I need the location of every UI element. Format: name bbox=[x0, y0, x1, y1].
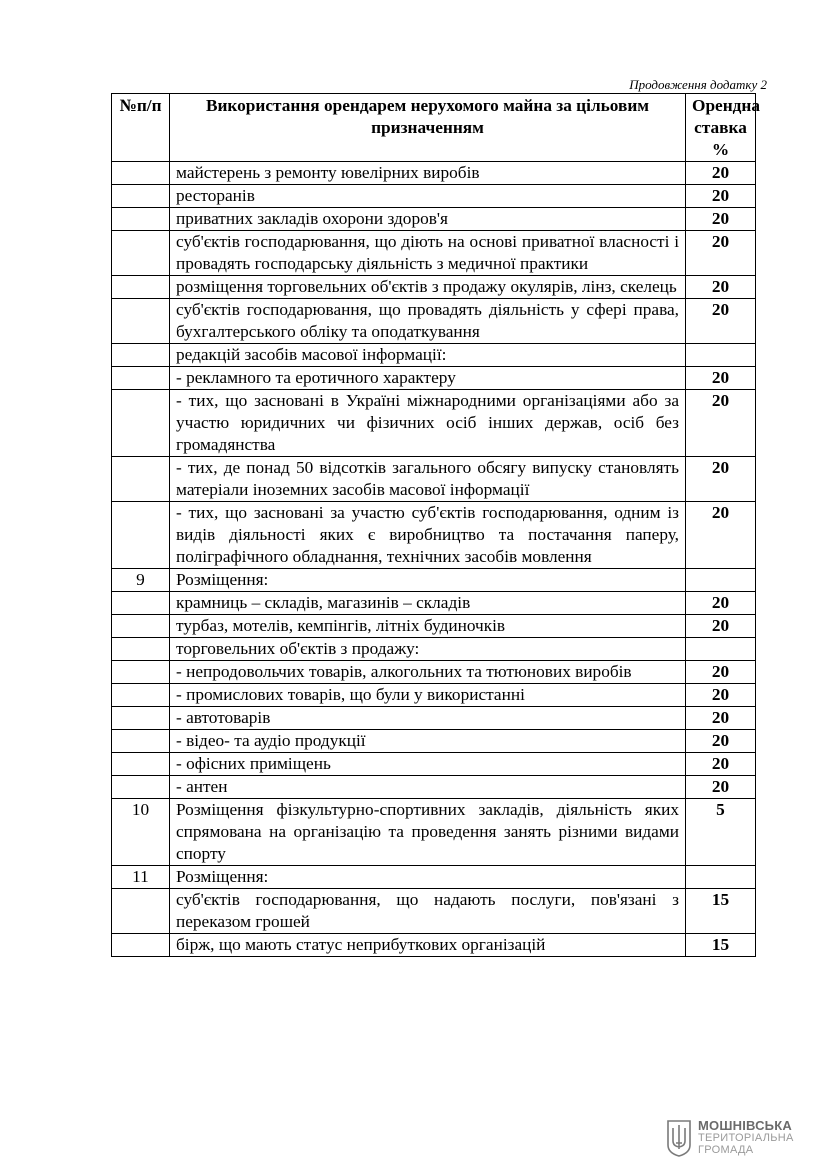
row-number-cell bbox=[112, 638, 170, 661]
logo-text-line2: ТЕРИТОРІАЛЬНА bbox=[698, 1132, 794, 1144]
row-number-cell bbox=[112, 684, 170, 707]
row-rate-cell: 20 bbox=[686, 367, 756, 390]
row-rate-cell: 20 bbox=[686, 707, 756, 730]
row-number-cell: 11 bbox=[112, 866, 170, 889]
row-number-cell bbox=[112, 208, 170, 231]
row-use-cell: суб'єктів господарювання, що провадять діяльність у сфері права, бухгалтерського обліку та оподаткування bbox=[170, 299, 686, 344]
row-rate-cell: 20 bbox=[686, 457, 756, 502]
row-number-cell bbox=[112, 707, 170, 730]
row-rate-cell: 20 bbox=[686, 502, 756, 569]
row-rate-cell: 15 bbox=[686, 934, 756, 957]
row-number-cell bbox=[112, 299, 170, 344]
row-use-cell: розміщення торговельних об'єктів з продажу окулярів, лінз, скелець bbox=[170, 276, 686, 299]
row-number-cell bbox=[112, 367, 170, 390]
table-row bbox=[112, 753, 756, 776]
row-number-cell bbox=[112, 162, 170, 185]
row-number-cell: 9 bbox=[112, 569, 170, 592]
table-row bbox=[112, 707, 756, 730]
logo-text-line3: ГРОМАДА bbox=[698, 1144, 754, 1156]
row-use-cell: торговельних об'єктів з продажу: bbox=[170, 638, 686, 661]
table-header-row bbox=[112, 94, 756, 162]
row-rate-cell: 20 bbox=[686, 162, 756, 185]
row-rate-cell: 15 bbox=[686, 889, 756, 934]
table-row bbox=[112, 661, 756, 684]
row-rate-cell bbox=[686, 638, 756, 661]
row-use-cell: редакцій засобів масової інформації: bbox=[170, 344, 686, 367]
table-row bbox=[112, 592, 756, 615]
row-number-cell bbox=[112, 889, 170, 934]
row-number-cell bbox=[112, 276, 170, 299]
row-rate-cell: 20 bbox=[686, 661, 756, 684]
table-row bbox=[112, 502, 756, 569]
row-rate-cell: 20 bbox=[686, 299, 756, 344]
row-rate-cell bbox=[686, 866, 756, 889]
row-use-cell: Розміщення: bbox=[170, 569, 686, 592]
community-logo bbox=[666, 1116, 796, 1160]
table-row bbox=[112, 934, 756, 957]
row-rate-cell: 20 bbox=[686, 684, 756, 707]
row-number-cell bbox=[112, 934, 170, 957]
row-use-cell: - промислових товарів, що були у використанні bbox=[170, 684, 686, 707]
row-rate-cell: 20 bbox=[686, 615, 756, 638]
table-row bbox=[112, 684, 756, 707]
logo-text-line1: МОШНІВСЬКА bbox=[698, 1118, 792, 1133]
row-use-cell: турбаз, мотелів, кемпінгів, літніх будиночків bbox=[170, 615, 686, 638]
row-rate-cell bbox=[686, 569, 756, 592]
row-use-cell: приватних закладів охорони здоров'я bbox=[170, 208, 686, 231]
table-row bbox=[112, 299, 756, 344]
row-use-cell: - тих, що засновані за участю суб'єктів господарювання, одним із видів діяльності яких є виробництво та постачання паперу, поліграфічного обладнання, технічних засобів мовлення bbox=[170, 502, 686, 569]
table-row bbox=[112, 276, 756, 299]
appendix-note: Продовження додатку 2 bbox=[629, 77, 767, 92]
table-row bbox=[112, 367, 756, 390]
column-header-number: №п/п bbox=[112, 94, 170, 162]
row-use-cell: майстерень з ремонту ювелірних виробів bbox=[170, 162, 686, 185]
table-body bbox=[112, 162, 756, 957]
row-use-cell: - тих, що засновані в Україні міжнародними організаціями або за участю юридичних чи фізичних осіб інших держав, осіб без громадянства bbox=[170, 390, 686, 457]
row-use-cell: - тих, де понад 50 відсотків загального обсягу випуску становлять матеріали іноземних засобів масової інформації bbox=[170, 457, 686, 502]
row-rate-cell: 20 bbox=[686, 753, 756, 776]
row-use-cell: суб'єктів господарювання, що діють на основі приватної власності і провадять господарську діяльність з медичної практики bbox=[170, 231, 686, 276]
table-row bbox=[112, 866, 756, 889]
row-rate-cell: 20 bbox=[686, 231, 756, 276]
row-number-cell bbox=[112, 661, 170, 684]
row-number-cell bbox=[112, 344, 170, 367]
column-header-use: Використання орендарем нерухомого майна за цільовим призначенням bbox=[170, 94, 686, 162]
table-row bbox=[112, 185, 756, 208]
row-rate-cell: 20 bbox=[686, 776, 756, 799]
row-number-cell: 10 bbox=[112, 799, 170, 866]
row-use-cell: суб'єктів господарювання, що надають послуги, пов'язані з переказом грошей bbox=[170, 889, 686, 934]
table-row bbox=[112, 615, 756, 638]
row-number-cell bbox=[112, 185, 170, 208]
row-use-cell: - автотоварів bbox=[170, 707, 686, 730]
row-rate-cell: 20 bbox=[686, 208, 756, 231]
row-number-cell bbox=[112, 730, 170, 753]
trident-emblem-icon bbox=[666, 1119, 692, 1157]
column-header-rate: Орендна ставка % bbox=[686, 94, 756, 162]
row-rate-cell: 20 bbox=[686, 592, 756, 615]
table-row bbox=[112, 457, 756, 502]
row-rate-cell: 5 bbox=[686, 799, 756, 866]
table-row bbox=[112, 638, 756, 661]
table-row bbox=[112, 799, 756, 866]
row-use-cell: Розміщення: bbox=[170, 866, 686, 889]
row-use-cell: - антен bbox=[170, 776, 686, 799]
row-number-cell bbox=[112, 776, 170, 799]
table-row bbox=[112, 208, 756, 231]
row-use-cell: крамниць – складів, магазинів – складів bbox=[170, 592, 686, 615]
row-number-cell bbox=[112, 592, 170, 615]
row-number-cell bbox=[112, 502, 170, 569]
rent-rates-table bbox=[111, 93, 761, 957]
table-row bbox=[112, 231, 756, 276]
row-use-cell: - непродовольчих товарів, алкогольних та тютюнових виробів bbox=[170, 661, 686, 684]
table-row bbox=[112, 776, 756, 799]
table-row bbox=[112, 390, 756, 457]
table-row bbox=[112, 344, 756, 367]
row-use-cell: ресторанів bbox=[170, 185, 686, 208]
table-row bbox=[112, 569, 756, 592]
table-row bbox=[112, 162, 756, 185]
row-rate-cell: 20 bbox=[686, 730, 756, 753]
row-number-cell bbox=[112, 231, 170, 276]
row-rate-cell bbox=[686, 344, 756, 367]
table-row bbox=[112, 730, 756, 753]
row-use-cell: - офісних приміщень bbox=[170, 753, 686, 776]
row-use-cell: - рекламного та еротичного характеру bbox=[170, 367, 686, 390]
row-use-cell: бірж, що мають статус неприбуткових організацій bbox=[170, 934, 686, 957]
row-number-cell bbox=[112, 390, 170, 457]
row-number-cell bbox=[112, 615, 170, 638]
row-use-cell: Розміщення фізкультурно-спортивних закладів, діяльність яких спрямована на організацію та проведення занять різними видами спорту bbox=[170, 799, 686, 866]
row-rate-cell: 20 bbox=[686, 185, 756, 208]
row-use-cell: - відео- та аудіо продукції bbox=[170, 730, 686, 753]
row-number-cell bbox=[112, 753, 170, 776]
row-number-cell bbox=[112, 457, 170, 502]
table-row bbox=[112, 889, 756, 934]
row-rate-cell: 20 bbox=[686, 276, 756, 299]
row-rate-cell: 20 bbox=[686, 390, 756, 457]
